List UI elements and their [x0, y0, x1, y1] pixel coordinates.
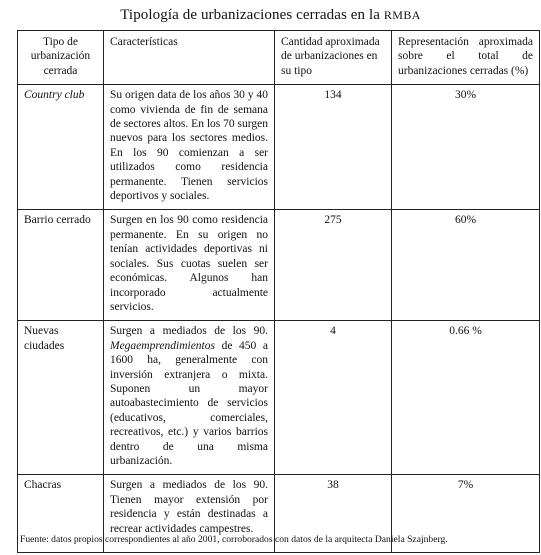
urbanization-typology-table [17, 30, 540, 553]
table-row [18, 85, 540, 210]
row-representation-cell: 30% [392, 85, 540, 210]
header-type: Tipo de urbanización cerrada [18, 31, 104, 85]
row-quantity-cell: 134 [275, 85, 392, 210]
row-quantity-cell: 275 [275, 210, 392, 321]
header-representation: Representación aproximada sobre el total de urbanizaciones cerradas (%) [392, 31, 540, 85]
table-title [0, 6, 541, 24]
row-characteristics-cell: Su origen data de los años 30 y 40 como vivienda de fin de semana de sectores altos. En los 70 surgen nuevos para los sectores medios. En los 90 comienzan a ser utilizados como residencia permanente. Tienen servicios deportivos y sociales. [104, 85, 275, 210]
row-quantity-cell: 38 [275, 475, 392, 553]
header-quantity: Cantidad aproximada de urbanizaciones en su tipo [275, 31, 392, 85]
row-representation-cell: 60% [392, 210, 540, 321]
characteristics-term: Megaemprendimientos [110, 339, 215, 352]
row-type-cell: Chacras [18, 475, 104, 553]
row-representation-cell: 0.66 % [392, 321, 540, 475]
table-title-text: Tipología de urbanizaciones cerradas en la [120, 7, 380, 23]
table-row [18, 321, 540, 475]
table-row [18, 210, 540, 321]
row-quantity-cell: 4 [275, 321, 392, 475]
row-type-cell: Nuevas ciudades [18, 321, 104, 475]
table-header-row [18, 31, 540, 85]
row-characteristics-cell: Surgen en los 90 como residencia permanente. En su origen no tenían actividades deportivas ni sociales. Sus cuotas suelen ser económicas. Algunos han incorporado actualmente servicios. [104, 210, 275, 321]
row-type-cell: Country club [18, 85, 104, 210]
row-characteristics-cell: Surgen a mediados de los 90. Tienen mayor extensión por residencia y están destinadas a recrear actividades campestres. [104, 475, 275, 553]
header-characteristics: Características [104, 31, 275, 85]
row-type-cell: Barrio cerrado [18, 210, 104, 321]
row-characteristics-cell [104, 321, 275, 475]
table-title-region: RMBA [383, 8, 421, 22]
source-note: Fuente: datos propios correspondientes al año 2001, corroborados con datos de la arquitecta Daniela Szajnberg. [20, 534, 448, 545]
characteristics-rest: de 450 a 1600 ha, generalmente con inversión extranjera o mixta. Suponen un mayor autoabastecimiento de servicios (educativos, comerciales, recreativos, etc.) y varios barrios dentro de una misma urbanización. [110, 339, 268, 467]
row-representation-cell: 7% [392, 475, 540, 553]
characteristics-intro: Surgen a mediados de los 90. [110, 325, 268, 338]
